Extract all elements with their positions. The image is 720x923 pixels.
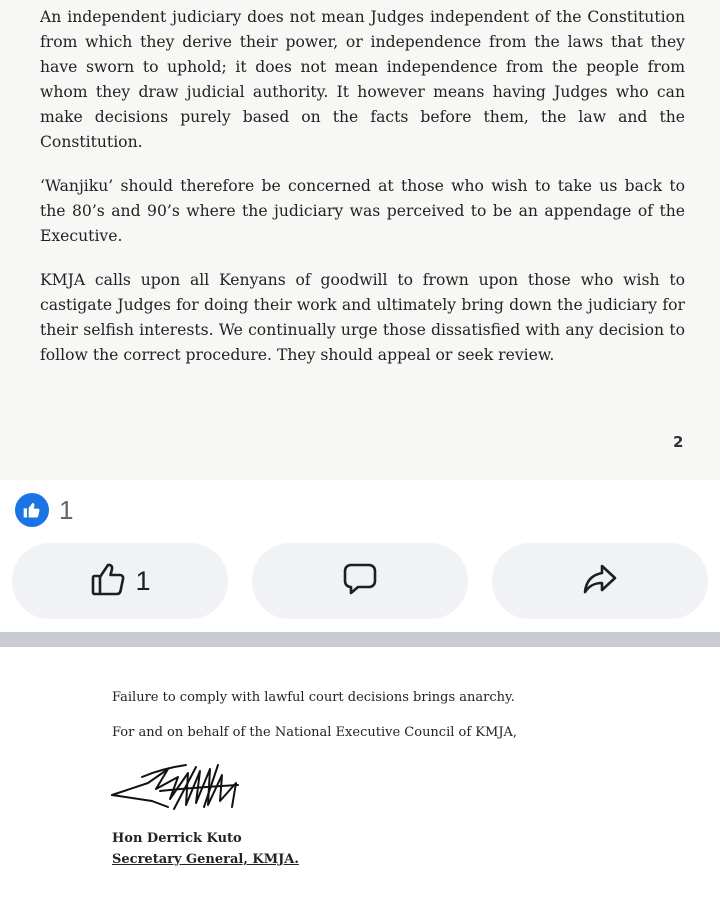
reaction-count: 1: [59, 494, 74, 525]
paragraph-wanjiku: ‘Wanjiku’ should therefore be concerned at those who wish to take us back to the 80’s and 90’s where the judiciary was perceived to be an appendage of the Executive.: [40, 177, 685, 245]
document-page-bottom: [0, 647, 720, 923]
action-bar: [0, 543, 720, 619]
reaction-summary[interactable]: [15, 493, 73, 527]
comment-button[interactable]: [252, 543, 468, 619]
share-arrow-icon: [581, 560, 619, 602]
handwritten-signature: [108, 755, 258, 821]
feed-separator: [0, 632, 720, 647]
page-number: 2: [673, 433, 684, 451]
signer-name: Hon Derrick Kuto: [112, 831, 242, 846]
signer-title: Secretary General, KMJA.: [112, 852, 299, 867]
closing-line-anarchy: Failure to comply with lawful court decisions brings anarchy.: [112, 690, 515, 705]
like-badge-icon: [15, 493, 49, 527]
closing-line-on-behalf: For and on behalf of the National Executive Council of KMJA,: [112, 725, 518, 740]
share-button[interactable]: [492, 543, 708, 619]
paragraph-kmja-call: KMJA calls upon all Kenyans of goodwill to frown upon those who wish to castigate Judges for doing their work and ultimately bring down the judiciary for their selfish interests. We continually urge those dissatisfied with any decision to follow the correct procedure. They should appeal or seek review.: [40, 271, 685, 364]
like-count: 1: [135, 565, 151, 596]
like-button[interactable]: [12, 543, 228, 619]
comment-icon: [341, 560, 379, 602]
thumbs-up-icon: [89, 560, 127, 602]
paragraph-independent-judiciary: An independent judiciary does not mean Judges independent of the Constitution from which they derive their power, or independence from the laws that they have sworn to uphold; it does not mean independence from the people from whom they draw judicial authority. It however means having Judges who can make decisions purely based on the facts before them, the law and the Constitution.: [40, 8, 685, 151]
